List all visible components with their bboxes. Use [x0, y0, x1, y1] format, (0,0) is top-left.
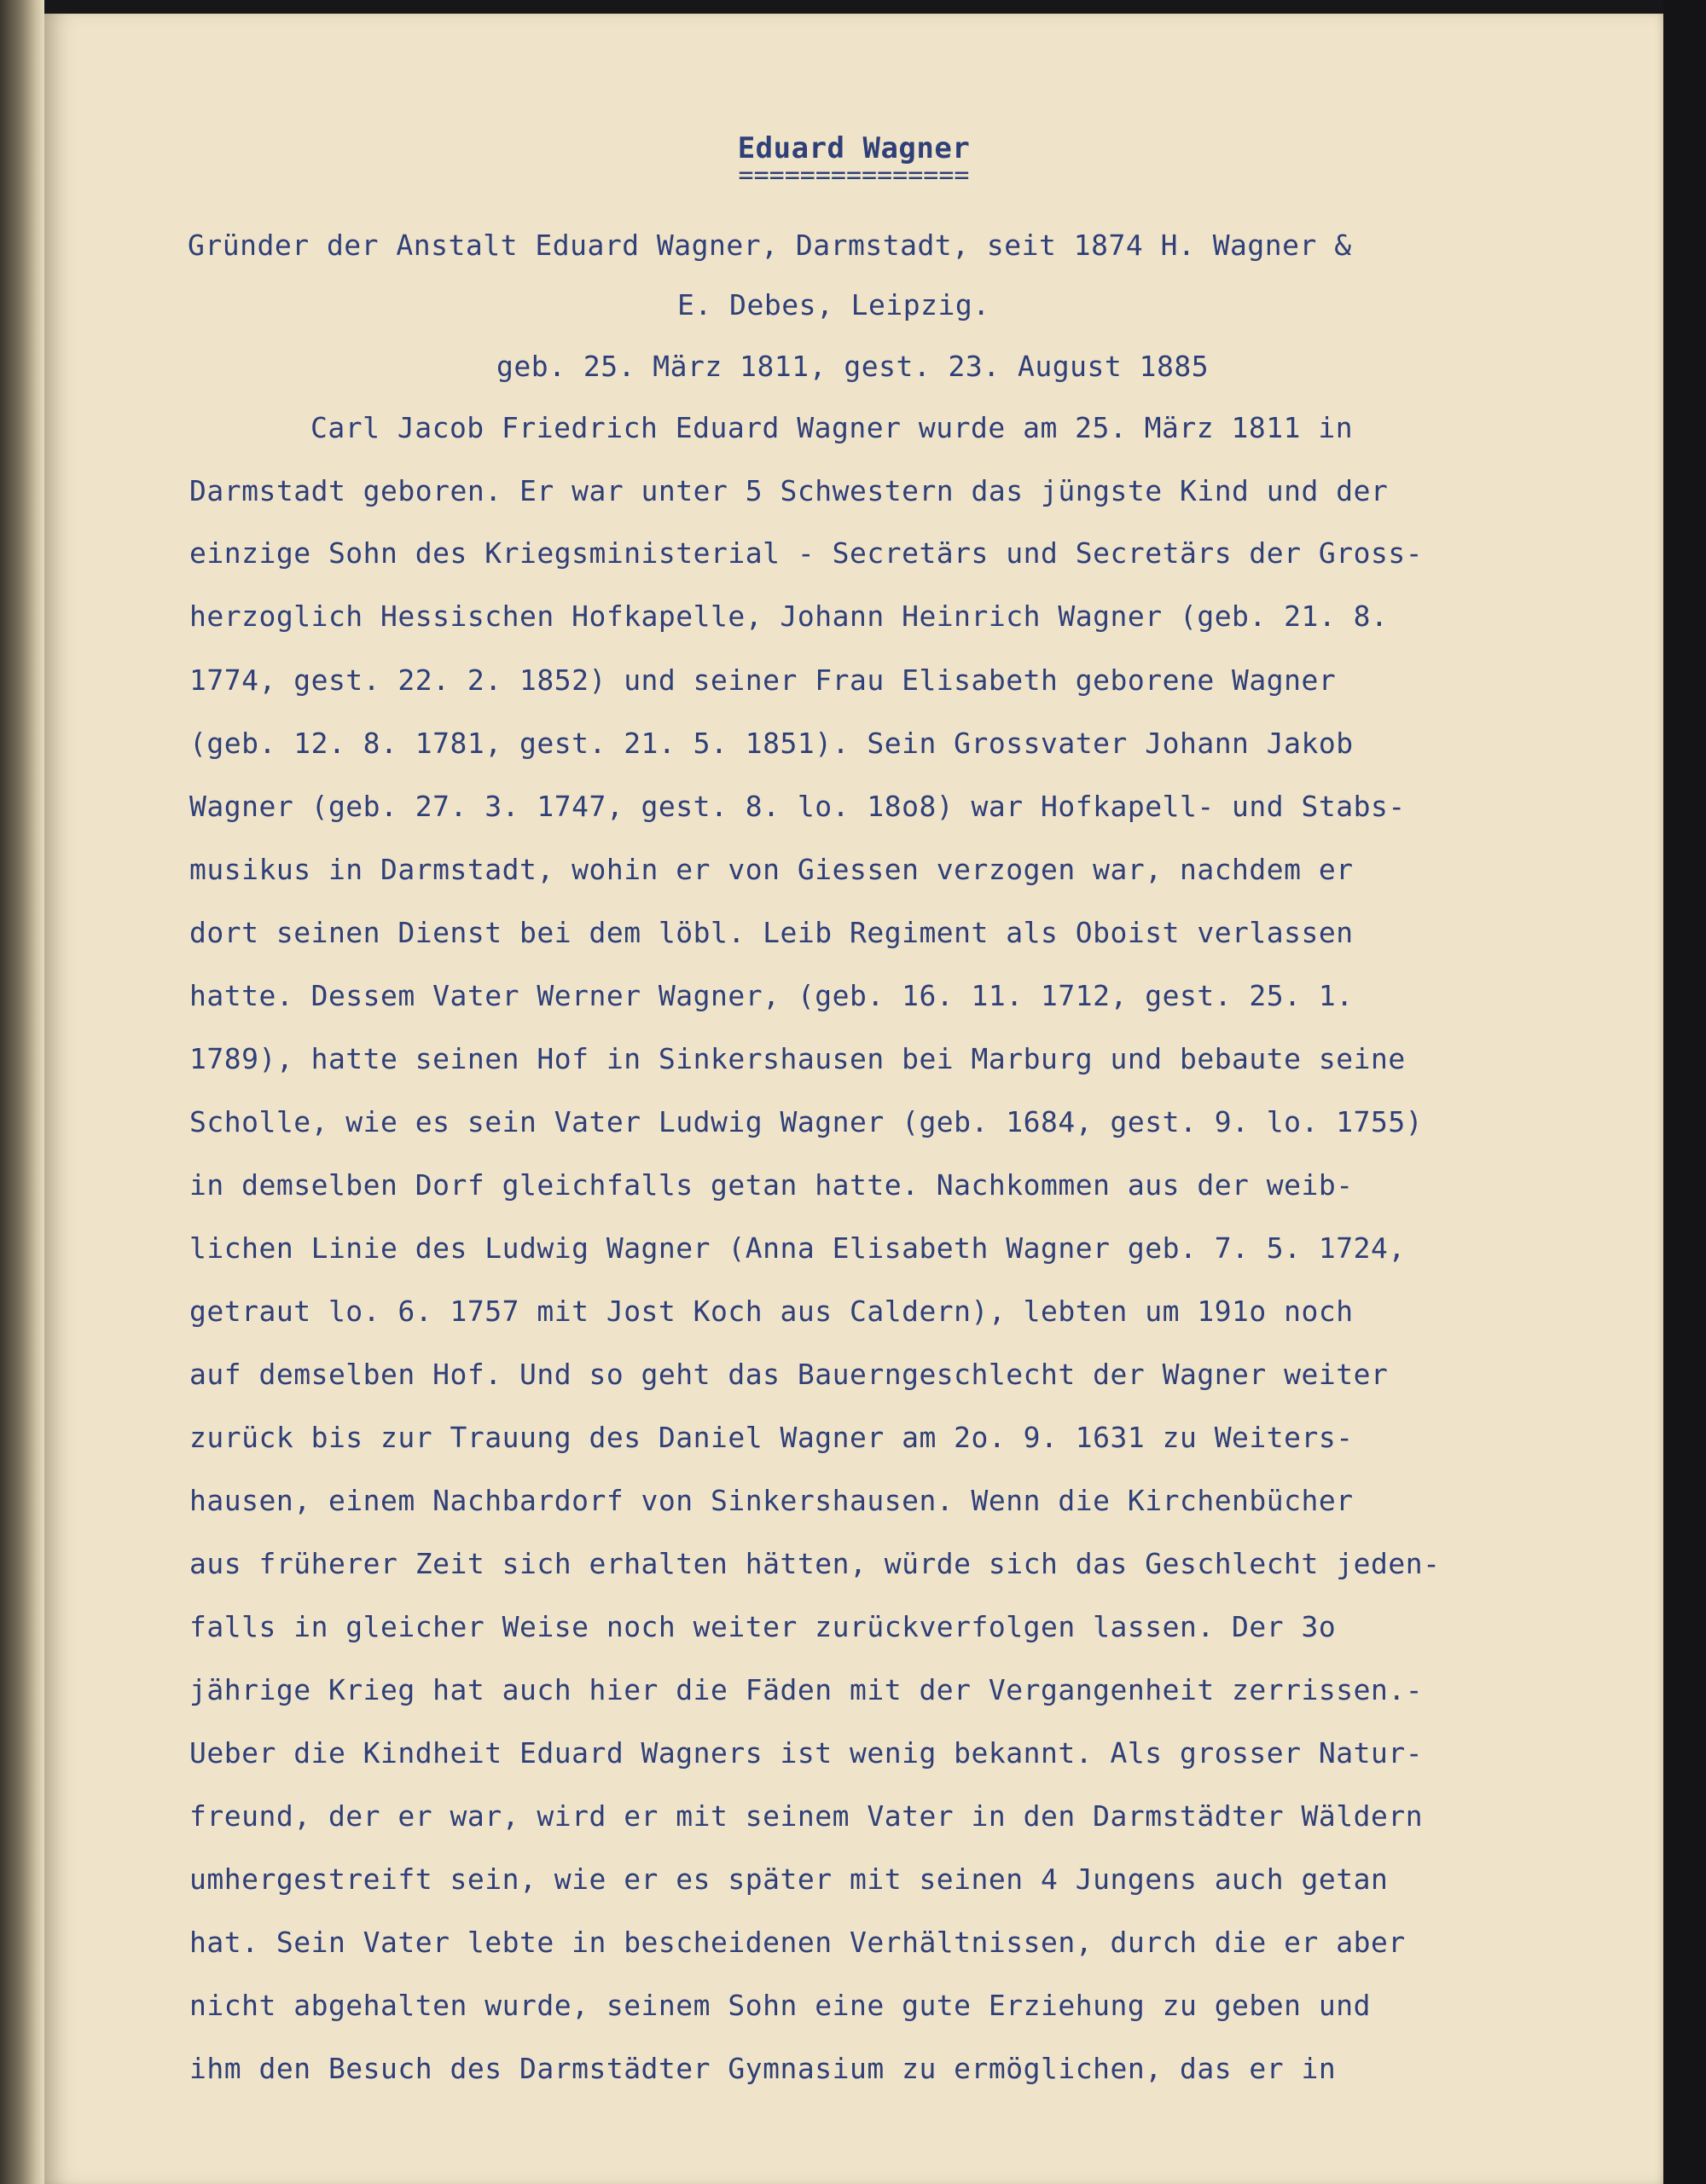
body-line-10: hatte. Dessem Vater Werner Wagner, (geb. 16. 11. 1712, gest. 25. 1.	[189, 979, 1354, 1012]
body-line-8: musikus in Darmstadt, wohin er von Giessen verzogen war, nachdem er	[189, 853, 1354, 886]
subtitle-line-1: Gründer der Anstalt Eduard Wagner, Darmstadt, seit 1874 H. Wagner &	[188, 229, 1352, 262]
body-line-20: falls in gleicher Weise noch weiter zurückverfolgen lassen. Der 3o	[189, 1610, 1337, 1643]
body-line-18: hausen, einem Nachbardorf von Sinkershausen. Wenn die Kirchenbücher	[189, 1484, 1354, 1517]
body-line-19: aus früherer Zeit sich erhalten hätten, würde sich das Geschlecht jeden-	[189, 1547, 1441, 1580]
body-line-12: Scholle, wie es sein Vater Ludwig Wagner (geb. 1684, gest. 9. lo. 1755)	[189, 1105, 1424, 1138]
body-line-9: dort seinen Dienst bei dem löbl. Leib Regiment als Oboist verlassen	[189, 916, 1354, 949]
body-line-1: Carl Jacob Friedrich Eduard Wagner wurde am 25. März 1811 in	[310, 411, 1354, 444]
body-line-13: in demselben Dorf gleichfalls getan hatte. Nachkommen aus der weib-	[189, 1168, 1354, 1202]
page-title: Eduard Wagner	[737, 131, 971, 165]
body-line-7: Wagner (geb. 27. 3. 1747, gest. 8. lo. 18o8) war Hofkapell- und Stabs-	[189, 790, 1406, 823]
body-line-3: einzige Sohn des Kriegsministerial - Secretärs und Secretärs der Gross-	[189, 536, 1424, 570]
body-line-16: auf demselben Hof. Und so geht das Bauerngeschlecht der Wagner weiter	[189, 1358, 1389, 1391]
scan-background-edge	[1663, 0, 1706, 2184]
body-line-17: zurück bis zur Trauung des Daniel Wagner am 2o. 9. 1631 zu Weiters-	[189, 1421, 1354, 1454]
body-line-6: (geb. 12. 8. 1781, gest. 21. 5. 1851). Sein Grossvater Johann Jakob	[189, 727, 1354, 760]
book-spine-edge	[0, 0, 44, 2184]
typed-text	[44, 14, 1663, 2184]
body-line-27: ihm den Besuch des Darmstädter Gymnasium zu ermöglichen, das er in	[189, 2052, 1337, 2085]
document-page	[44, 14, 1663, 2184]
body-line-11: 1789), hatte seinen Hof in Sinkershausen bei Marburg und bebaute seine	[189, 1042, 1406, 1075]
body-line-2: Darmstadt geboren. Er war unter 5 Schwestern das jüngste Kind und der	[189, 474, 1389, 507]
body-line-24: umhergestreift sein, wie er es später mit seinen 4 Jungens auch getan	[189, 1862, 1389, 1896]
body-line-25: hat. Sein Vater lebte in bescheidenen Verhältnissen, durch die er aber	[189, 1926, 1406, 1959]
body-line-23: freund, der er war, wird er mit seinem Vater in den Darmstädter Wäldern	[189, 1799, 1424, 1833]
body-line-26: nicht abgehalten wurde, seinem Sohn eine gute Erziehung zu geben und	[189, 1989, 1372, 2022]
body-line-21: jährige Krieg hat auch hier die Fäden mit der Vergangenheit zerrissen.-	[189, 1673, 1424, 1706]
body-line-22: Ueber die Kindheit Eduard Wagners ist wenig bekannt. Als grosser Natur-	[189, 1736, 1424, 1770]
body-line-14: lichen Linie des Ludwig Wagner (Anna Elisabeth Wagner geb. 7. 5. 1724,	[189, 1231, 1406, 1265]
body-line-4: herzoglich Hessischen Hofkapelle, Johann Heinrich Wagner (geb. 21. 8.	[189, 600, 1389, 633]
body-line-5: 1774, gest. 22. 2. 1852) und seiner Frau Elisabeth geborene Wagner	[189, 663, 1337, 697]
subtitle-line-3: geb. 25. März 1811, gest. 23. August 1885	[496, 350, 1210, 383]
body-line-15: getraut lo. 6. 1757 mit Jost Koch aus Caldern), lebten um 191o noch	[189, 1295, 1354, 1328]
title-underline: ===============	[738, 160, 970, 190]
subtitle-line-2: E. Debes, Leipzig.	[677, 288, 990, 322]
